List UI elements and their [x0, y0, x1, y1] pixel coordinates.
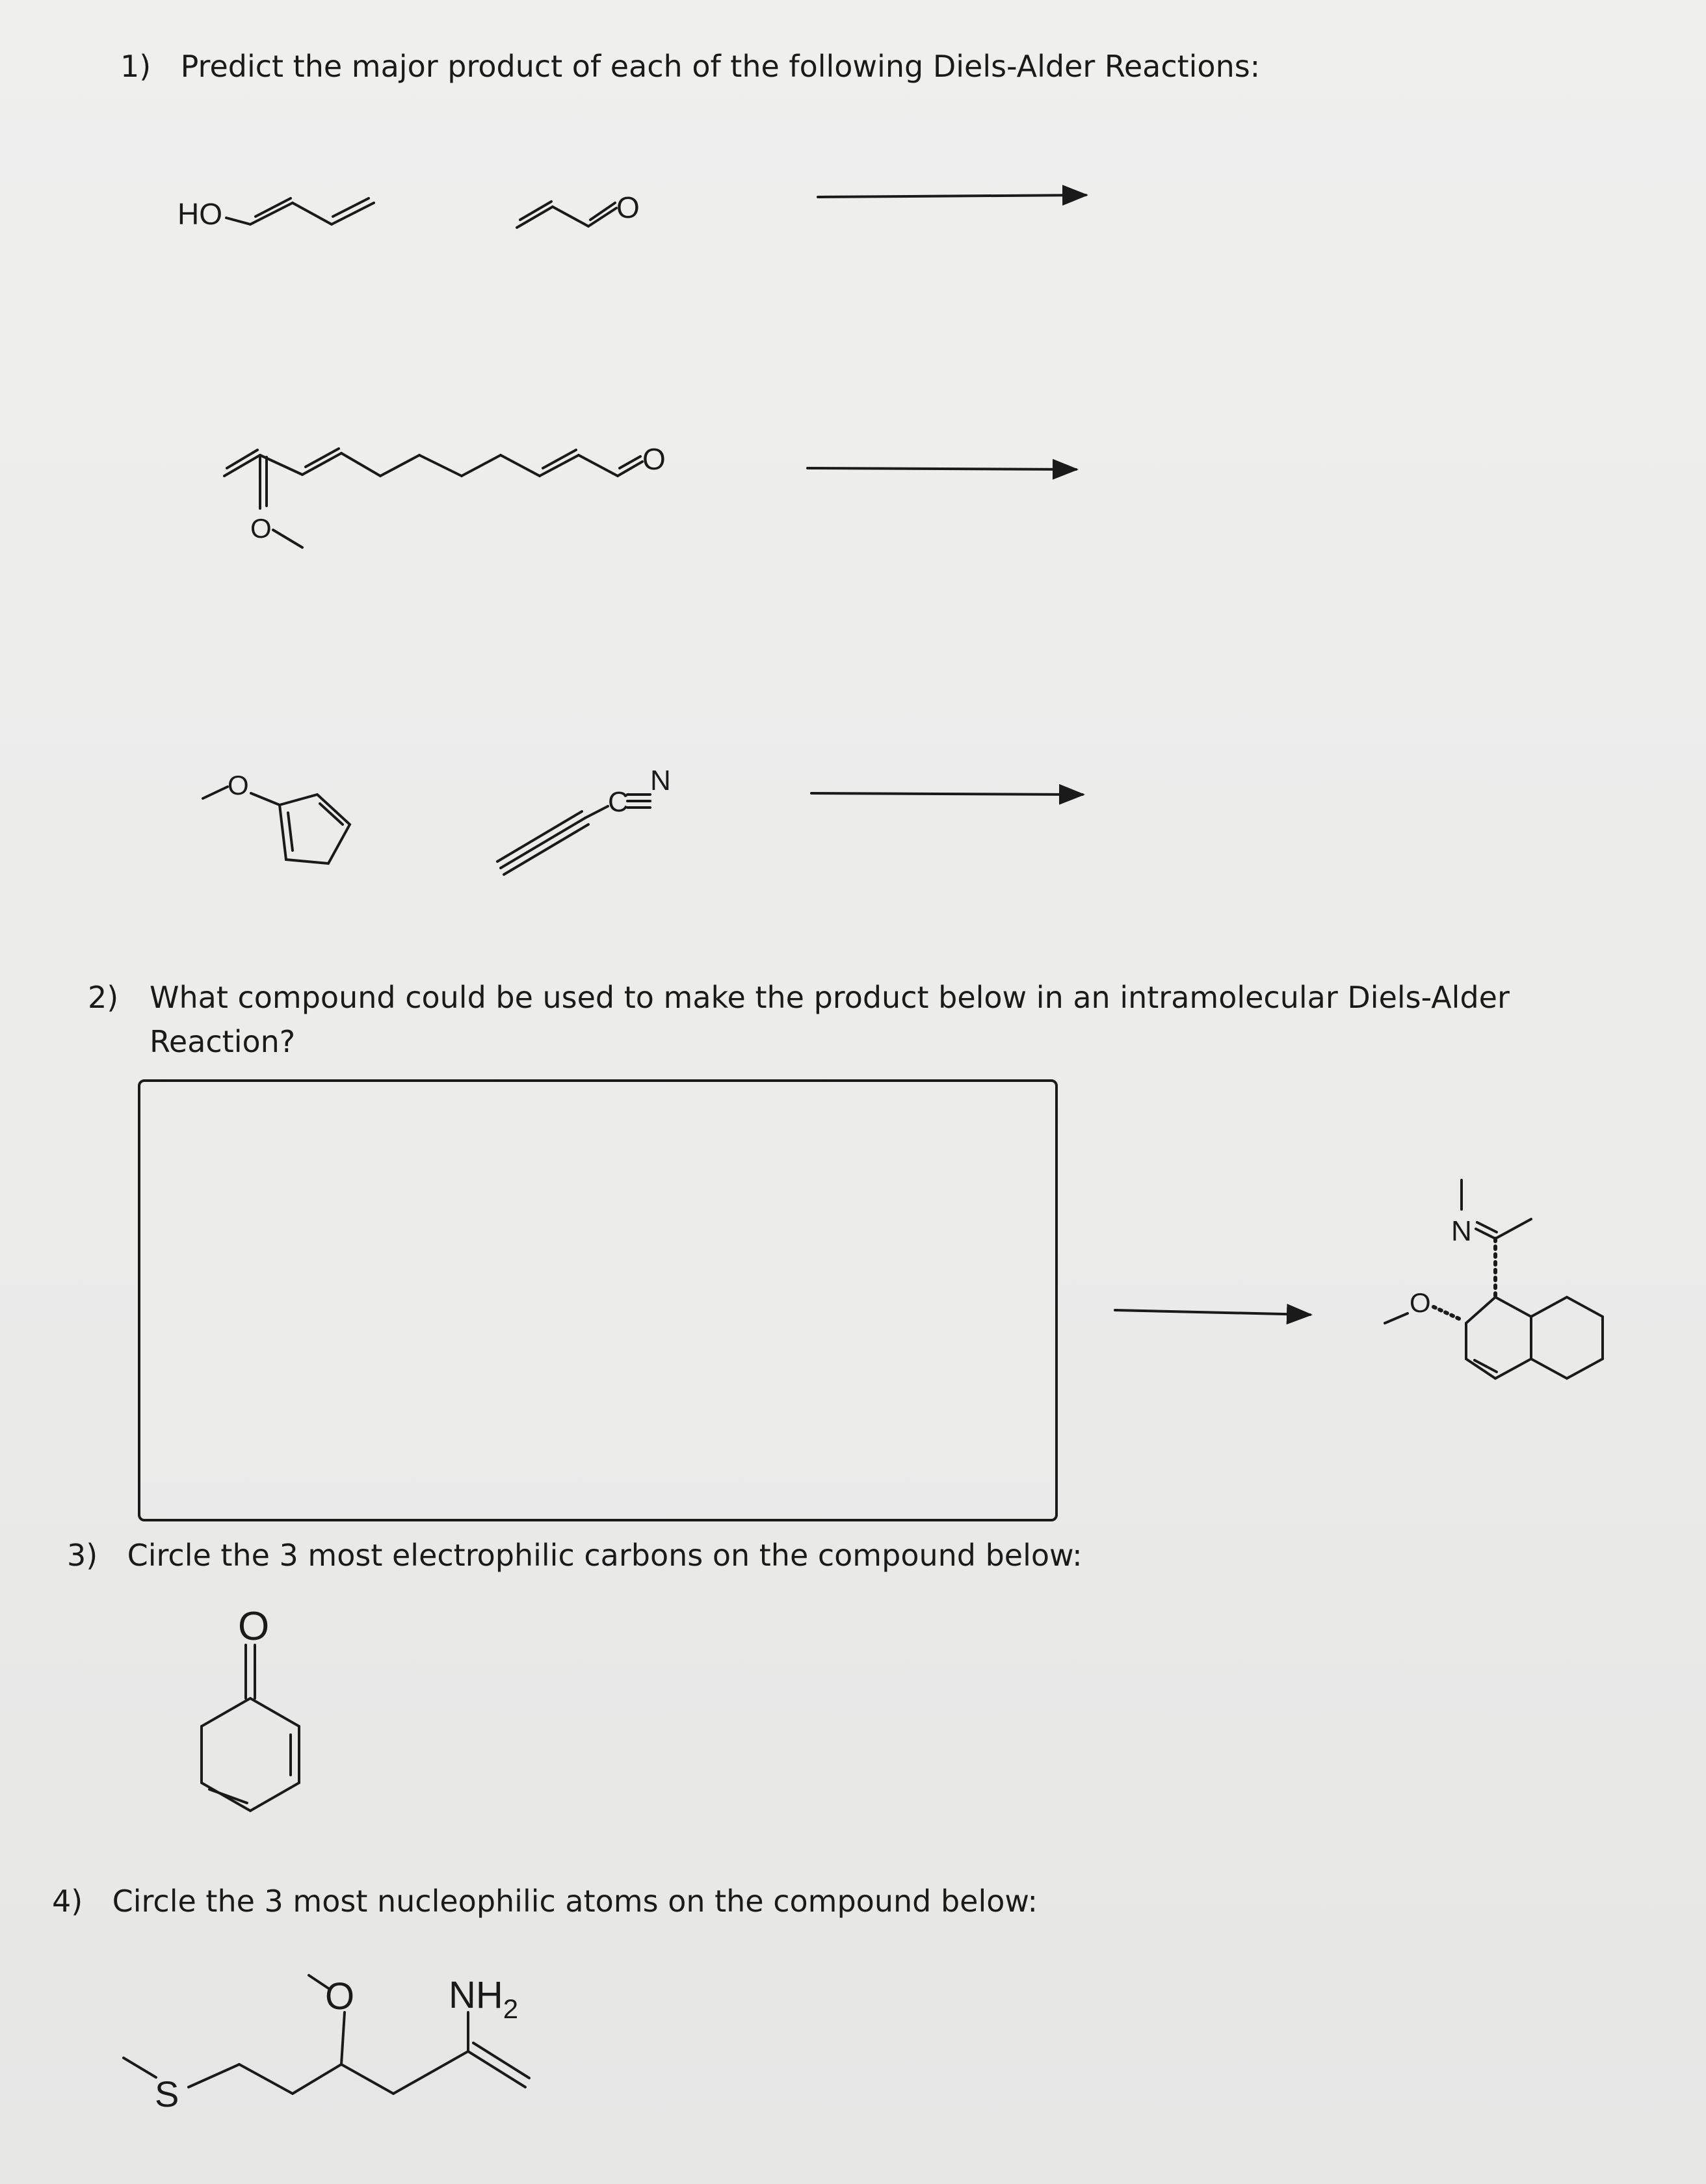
- amine-main: NH: [449, 1974, 503, 2016]
- reaction-arrow-2: [807, 468, 1076, 469]
- product-arrow: [1115, 1310, 1310, 1315]
- cyclohexenone: [202, 1604, 299, 1811]
- imine-nitrogen-label: N: [1451, 1215, 1472, 1247]
- aldehyde-oxygen-label: O: [642, 442, 666, 476]
- reaction-2-substrate: [224, 442, 666, 547]
- amine-label: [449, 1974, 518, 2024]
- carbonyl-oxygen-label: O: [616, 191, 640, 224]
- question-number: 4): [52, 1884, 83, 1919]
- question-text: Circle the 3 most nucleophilic atoms on the compound below:: [112, 1884, 1038, 1919]
- question-text: What compound could be used to make the product below in an intramolecular Diels-Alder Reaction?: [150, 980, 1510, 1059]
- ether-oxygen-label: O: [250, 513, 272, 544]
- ether-oxygen-label: O: [325, 1975, 355, 2018]
- question-number: 1): [120, 49, 151, 84]
- intramolecular-product: [1385, 1180, 1603, 1378]
- question-number: 2): [88, 980, 119, 1015]
- amine-subscript: 2: [503, 1993, 519, 2024]
- reaction-1-dienophile: [517, 191, 640, 228]
- reaction-3-dienophile: [497, 765, 671, 875]
- reaction-3-diene: [203, 770, 350, 863]
- nucleophile-compound: [124, 1974, 529, 2114]
- reaction-arrow-3: [811, 793, 1083, 795]
- reaction-1-diene: [177, 197, 374, 231]
- ketone-oxygen-label: O: [238, 1604, 270, 1649]
- question-text: Circle the 3 most electrophilic carbons on the compound below:: [127, 1538, 1083, 1573]
- methoxy-oxygen-label: O: [228, 770, 249, 800]
- nitrile-carbon-label: C: [608, 786, 629, 818]
- ether-oxygen-label: O: [1410, 1287, 1431, 1318]
- nitrile-nitrogen-label: N: [650, 765, 671, 796]
- question-number: 3): [67, 1538, 98, 1573]
- hydroxyl-label: HO: [177, 197, 222, 231]
- reaction-arrow-1: [818, 195, 1086, 197]
- thioether-sulfur-label: S: [155, 2073, 179, 2114]
- question-text: Predict the major product of each of the following Diels-Alder Reactions:: [180, 49, 1261, 84]
